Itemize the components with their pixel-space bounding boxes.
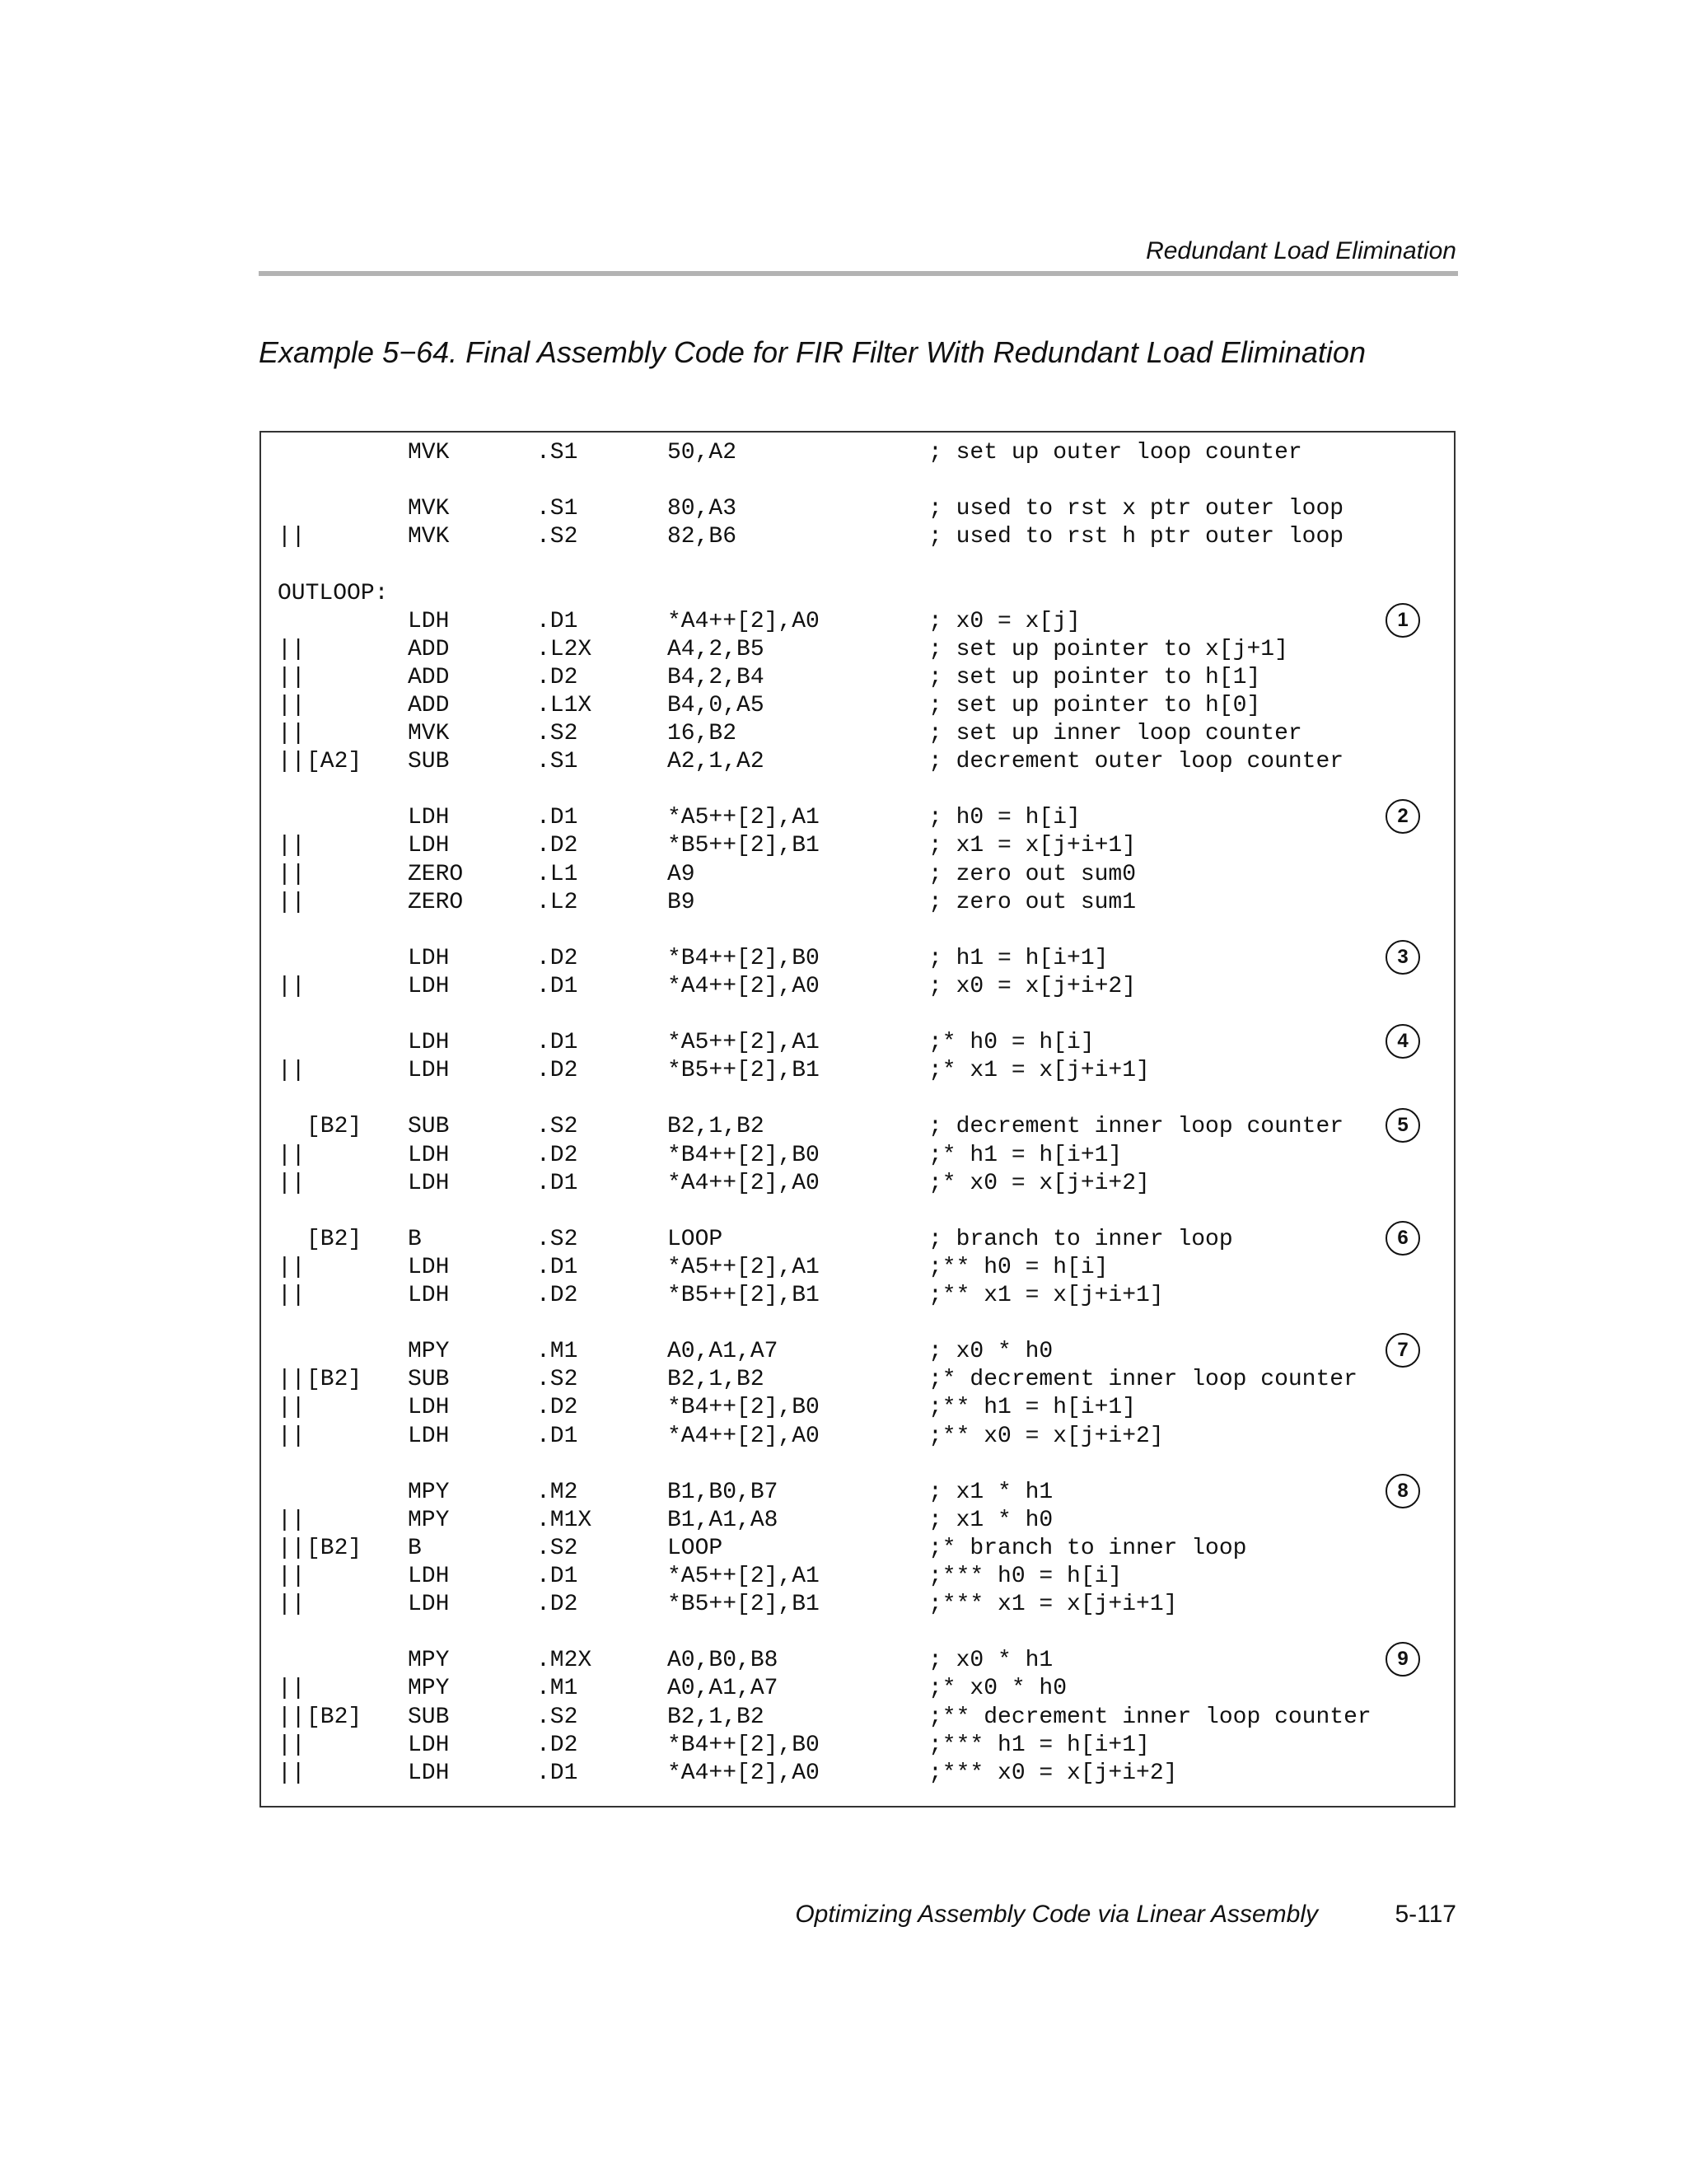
parallel-bars: || [278,1535,306,1561]
operands: *B5++[2],B1 [667,833,820,859]
running-header: Redundant Load Elimination [1146,237,1456,264]
code-comment: ;*** h1 = h[i+1] [928,1732,1150,1758]
operands: B9 [667,889,695,915]
opcode: LDH [408,1732,450,1758]
functional-unit: .L1 [536,861,578,887]
code-listing [259,431,1456,1808]
code-comment: ;** decrement inner loop counter [928,1704,1372,1730]
parallel-bars: || [278,889,306,915]
opcode: MPY [408,1648,450,1674]
opcode: LDH [408,1564,450,1589]
opcode: SUB [408,1367,450,1393]
code-line [261,1479,1454,1507]
opcode: MVK [408,496,450,522]
operands: *B5++[2],B1 [667,1592,820,1618]
opcode: MVK [408,440,450,465]
functional-unit: .D2 [536,1395,578,1421]
opcode: LDH [408,1760,450,1786]
operands: *A5++[2],A1 [667,1254,820,1280]
operands: *A4++[2],A0 [667,1760,820,1786]
operands: 50,A2 [667,440,737,465]
code-line [261,1338,1454,1366]
opcode: MPY [408,1339,450,1365]
code-comment: ;* decrement inner loop counter [928,1367,1358,1393]
opcode: LDH [408,1254,450,1280]
functional-unit: .L2 [536,889,578,915]
functional-unit: .D2 [536,1142,578,1168]
code-comment: ; set up pointer to h[0] [928,692,1261,718]
operands: A2,1,A2 [667,749,764,775]
parallel-bars: || [278,861,306,887]
operands: *B5++[2],B1 [667,1058,820,1084]
opcode: ADD [408,636,450,662]
functional-unit: .D2 [536,1732,578,1758]
code-comment: ;* branch to inner loop [928,1535,1247,1561]
code-line [261,1507,1454,1535]
parallel-bars: || [278,524,306,550]
code-comment: ; h0 = h[i] [928,805,1081,831]
step-marker: 3 [1386,940,1420,975]
code-line [261,636,1454,664]
functional-unit: .D1 [536,1254,578,1280]
operands: *B4++[2],B0 [667,1142,820,1168]
opcode: MPY [408,1479,450,1505]
operands: *B4++[2],B0 [667,1732,820,1758]
functional-unit: .L2X [536,636,592,662]
functional-unit: .M2X [536,1648,592,1674]
code-line [261,495,1454,523]
header-rule [259,271,1458,276]
functional-unit: .S2 [536,1535,578,1561]
step-marker: 2 [1386,799,1420,834]
parallel-bars: || [278,1676,306,1702]
code-line [261,580,1454,608]
functional-unit: .D1 [536,1564,578,1589]
operands: B4,2,B4 [667,664,764,690]
code-comment: ;*** x0 = x[j+i+2] [928,1760,1178,1786]
functional-unit: .D2 [536,945,578,971]
operands: LOOP [667,1226,723,1252]
opcode: SUB [408,1704,450,1730]
functional-unit: .S2 [536,721,578,746]
functional-unit: .D2 [536,1592,578,1618]
parallel-bars: || [278,833,306,859]
opcode: LDH [408,1170,450,1196]
code-comment: ; x1 * h0 [928,1507,1054,1533]
code-line [261,1226,1454,1254]
operands: B2,1,B2 [667,1367,764,1393]
code-line [261,1170,1454,1198]
code-line [261,1535,1454,1563]
parallel-bars: || [278,1732,306,1758]
operands: B2,1,B2 [667,1114,764,1140]
functional-unit: .D1 [536,1030,578,1056]
opcode: LDH [408,1423,450,1449]
code-comment: ; set up pointer to h[1] [928,664,1261,690]
parallel-bars: || [278,1423,306,1449]
operands: *A4++[2],A0 [667,1170,820,1196]
condition-register: [B2] [306,1367,362,1393]
code-comment: ; x0 * h0 [928,1339,1054,1365]
parallel-bars: || [278,1142,306,1168]
opcode: LDH [408,805,450,831]
code-line [261,608,1454,636]
code-line [261,1142,1454,1170]
opcode: LDH [408,608,450,634]
operands: 16,B2 [667,721,737,746]
functional-unit: .S2 [536,1367,578,1393]
code-line [261,832,1454,860]
code-line [261,1704,1454,1732]
parallel-bars: || [278,1760,306,1786]
parallel-bars: || [278,1254,306,1280]
functional-unit: .M1 [536,1676,578,1702]
condition-register: [B2] [306,1704,362,1730]
operands: *B4++[2],B0 [667,945,820,971]
code-line [261,889,1454,917]
opcode: LDH [408,1030,450,1056]
opcode: MVK [408,524,450,550]
code-line [261,1591,1454,1619]
code-comment: ; x0 * h1 [928,1648,1054,1674]
code-comment: ;** h0 = h[i] [928,1254,1109,1280]
code-comment: ; x0 = x[j+i+2] [928,973,1137,999]
operands: A4,2,B5 [667,636,764,662]
functional-unit: .L1X [536,692,592,718]
parallel-bars: || [278,973,306,999]
functional-unit: .S2 [536,1704,578,1730]
operands: B4,0,A5 [667,692,764,718]
code-line [261,1647,1454,1675]
operands: A0,A1,A7 [667,1676,778,1702]
code-line [261,1057,1454,1085]
operands: LOOP [667,1535,723,1561]
operands: B1,B0,B7 [667,1479,778,1505]
code-comment: ;* x0 * h0 [928,1676,1068,1702]
parallel-bars: || [278,664,306,690]
parallel-bars: || [278,749,306,775]
code-line [261,1760,1454,1788]
condition-register: [B2] [306,1535,362,1561]
operands: *A5++[2],A1 [667,1564,820,1589]
parallel-bars: || [278,692,306,718]
code-comment: ; decrement inner loop counter [928,1114,1344,1140]
code-comment: ;** h1 = h[i+1] [928,1395,1137,1421]
step-marker: 6 [1386,1221,1420,1256]
opcode: LDH [408,1058,450,1084]
opcode: B [408,1535,422,1561]
opcode: B [408,1226,422,1252]
code-line [261,748,1454,776]
opcode: LDH [408,1395,450,1421]
code-line [261,1029,1454,1057]
code-comment: ; x1 * h1 [928,1479,1054,1505]
code-line [261,945,1454,973]
operands: A9 [667,861,695,887]
operands: *B4++[2],B0 [667,1395,820,1421]
code-comment: ;* x1 = x[j+i+1] [928,1058,1150,1084]
functional-unit: .D1 [536,1760,578,1786]
operands: *A4++[2],A0 [667,608,820,634]
code-comment: ; used to rst h ptr outer loop [928,524,1344,550]
opcode: LDH [408,1283,450,1308]
parallel-bars: || [278,1058,306,1084]
parallel-bars: || [278,1283,306,1308]
operands: A0,A1,A7 [667,1339,778,1365]
functional-unit: .D1 [536,805,578,831]
opcode: LDH [408,833,450,859]
functional-unit: .M1 [536,1339,578,1365]
code-line [261,1113,1454,1141]
code-line [261,664,1454,692]
parallel-bars: || [278,1367,306,1393]
operands: B1,A1,A8 [667,1507,778,1533]
code-line [261,523,1454,551]
operands: *A5++[2],A1 [667,805,820,831]
code-comment: ; zero out sum1 [928,889,1137,915]
functional-unit: .M1X [536,1507,592,1533]
code-comment: ; x1 = x[j+i+1] [928,833,1137,859]
operands: A0,B0,B8 [667,1648,778,1674]
code-comment: ; decrement outer loop counter [928,749,1344,775]
functional-unit: .S1 [536,440,578,465]
code-comment: ;** x1 = x[j+i+1] [928,1283,1164,1308]
condition-register: [B2] [306,1114,362,1140]
code-line [261,1394,1454,1422]
functional-unit: .D2 [536,833,578,859]
functional-unit: .D2 [536,1283,578,1308]
opcode: ZERO [408,861,464,887]
parallel-bars: || [278,1592,306,1618]
code-line [261,1254,1454,1282]
code-comment: ; used to rst x ptr outer loop [928,496,1344,522]
parallel-bars: || [278,1170,306,1196]
functional-unit: .D1 [536,1170,578,1196]
functional-unit: .D1 [536,1423,578,1449]
page-number: 5-117 [1395,1901,1456,1928]
opcode: MPY [408,1676,450,1702]
code-label: OUTLOOP: [278,580,389,606]
code-comment: ; x0 = x[j] [928,608,1081,634]
functional-unit: .D2 [536,1058,578,1084]
code-comment: ;* h0 = h[i] [928,1030,1095,1056]
operands: 82,B6 [667,524,737,550]
code-comment: ;** x0 = x[j+i+2] [928,1423,1164,1449]
operands: *B5++[2],B1 [667,1283,820,1308]
opcode: LDH [408,1592,450,1618]
functional-unit: .S2 [536,1114,578,1140]
code-line [261,692,1454,720]
code-comment: ;*** h0 = h[i] [928,1564,1123,1589]
example-title: Example 5−64. Final Assembly Code for FIR Filter With Redundant Load Elimination [259,335,1366,369]
code-line [261,973,1454,1001]
opcode: LDH [408,973,450,999]
code-line [261,1732,1454,1760]
step-marker: 7 [1386,1333,1420,1368]
code-line [261,804,1454,832]
code-line [261,1282,1454,1310]
opcode: MVK [408,721,450,746]
code-line [261,720,1454,748]
functional-unit: .D1 [536,608,578,634]
code-comment: ; branch to inner loop [928,1226,1233,1252]
parallel-bars: || [278,1564,306,1589]
functional-unit: .M2 [536,1479,578,1505]
functional-unit: .S1 [536,749,578,775]
code-comment: ; set up outer loop counter [928,440,1302,465]
code-comment: ; set up pointer to x[j+1] [928,636,1288,662]
parallel-bars: || [278,721,306,746]
functional-unit: .D1 [536,973,578,999]
functional-unit: .S2 [536,524,578,550]
code-line [261,439,1454,467]
code-comment: ; set up inner loop counter [928,721,1302,746]
code-line [261,1675,1454,1703]
opcode: ZERO [408,889,464,915]
condition-register: [B2] [306,1226,362,1252]
opcode: SUB [408,749,450,775]
opcode: ADD [408,664,450,690]
code-line [261,1423,1454,1451]
parallel-bars: || [278,636,306,662]
opcode: SUB [408,1114,450,1140]
operands: B2,1,B2 [667,1704,764,1730]
code-comment: ;* h1 = h[i+1] [928,1142,1123,1168]
opcode: LDH [408,1142,450,1168]
footer-chapter-title: Optimizing Assembly Code via Linear Assembly [795,1901,1318,1928]
code-line [261,1563,1454,1591]
opcode: MPY [408,1507,450,1533]
functional-unit: .D2 [536,664,578,690]
code-comment: ; h1 = h[i+1] [928,945,1109,971]
functional-unit: .S1 [536,496,578,522]
step-marker: 5 [1386,1108,1420,1143]
opcode: ADD [408,692,450,718]
opcode: LDH [408,945,450,971]
code-comment: ; zero out sum0 [928,861,1137,887]
step-marker: 4 [1386,1024,1420,1059]
parallel-bars: || [278,1507,306,1533]
parallel-bars: || [278,1395,306,1421]
functional-unit: .S2 [536,1226,578,1252]
operands: *A4++[2],A0 [667,1423,820,1449]
code-line [261,1366,1454,1394]
step-marker: 1 [1386,603,1420,638]
code-comment: ;* x0 = x[j+i+2] [928,1170,1150,1196]
condition-register: [A2] [306,749,362,775]
code-line [261,861,1454,889]
code-comment: ;*** x1 = x[j+i+1] [928,1592,1178,1618]
operands: *A5++[2],A1 [667,1030,820,1056]
step-marker: 8 [1386,1474,1420,1508]
operands: 80,A3 [667,496,737,522]
step-marker: 9 [1386,1642,1420,1677]
operands: *A4++[2],A0 [667,973,820,999]
parallel-bars: || [278,1704,306,1730]
